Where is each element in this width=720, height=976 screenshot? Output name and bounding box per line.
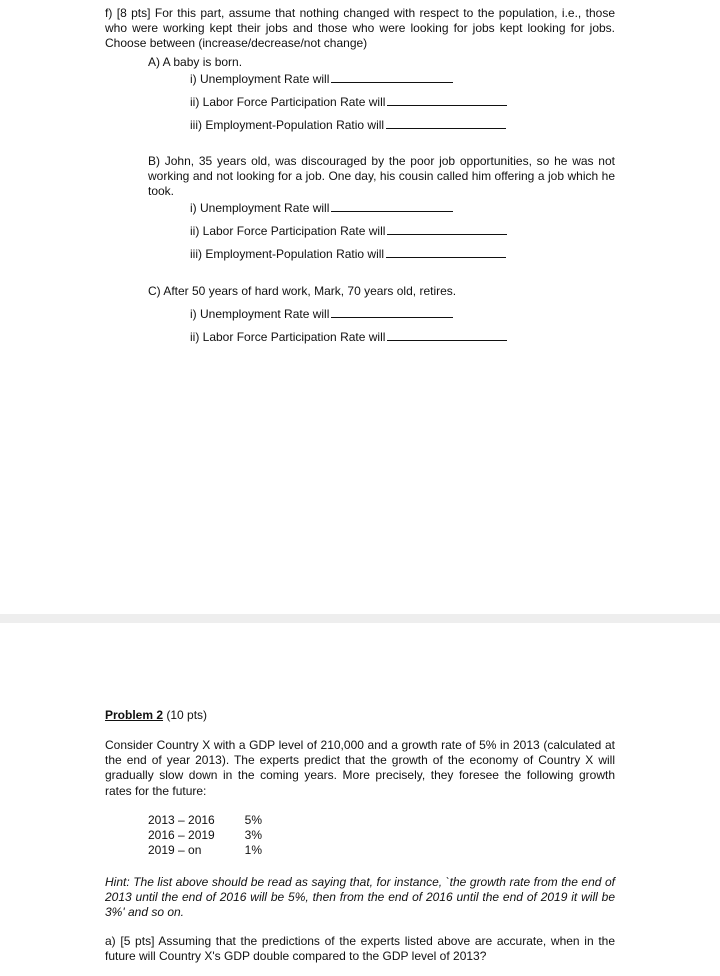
scenario-c-text: C) After 50 years of hard work, Mark, 70 years old, retires. xyxy=(148,284,457,298)
answer-blank[interactable] xyxy=(386,246,506,258)
question-label: i) Unemployment Rate will xyxy=(190,72,330,86)
document-page-2 xyxy=(0,623,720,976)
rate-period: 2019 – on xyxy=(148,843,202,858)
problem-2-question-a: a) [5 pts] Assuming that the predictions of the experts listed above are accurate, when in the future will Country X's GDP double compared to the GDP level of 2013? xyxy=(105,934,615,964)
scenario-a-question-3 xyxy=(190,117,506,133)
scenario-b-question-2 xyxy=(190,223,507,239)
rate-value: 1% xyxy=(244,843,262,858)
rate-period: 2016 – 2019 xyxy=(148,828,215,843)
question-label: ii) Labor Force Participation Rate will xyxy=(190,330,386,344)
question-label: i) Unemployment Rate will xyxy=(190,201,330,215)
answer-blank[interactable] xyxy=(386,117,506,129)
answer-blank[interactable] xyxy=(387,329,507,341)
question-label: ii) Labor Force Participation Rate will xyxy=(190,224,386,238)
question-label: i) Unemployment Rate will xyxy=(190,307,330,321)
problem-2-heading xyxy=(105,708,207,723)
question-label: ii) Labor Force Participation Rate will xyxy=(190,95,386,109)
question-label: iii) Employment-Population Ratio will xyxy=(190,118,385,132)
scenario-b-text: B) John, 35 years old, was discouraged by the poor job opportunities, so he was not working and not looking for a job. One day, his cousin called him offering a job which he took. xyxy=(148,154,615,199)
answer-blank[interactable] xyxy=(387,94,507,106)
growth-rate-table xyxy=(148,813,262,859)
answer-blank[interactable] xyxy=(387,223,507,235)
rate-row xyxy=(148,843,262,858)
answer-blank[interactable] xyxy=(331,200,453,212)
problem-2-title: Problem 2 xyxy=(105,708,164,722)
problem-2-hint: Hint: The list above should be read as saying that, for instance, `the growth rate from the end of 2013 until the end of 2016 will be 5%, then from the end of 2016 until the end of 2019 it will be 3%' and so on. xyxy=(105,875,615,920)
page-gap xyxy=(0,614,720,623)
part-f-intro: f) [8 pts] For this part, assume that nothing changed with respect to the population, i.e., those who were working kept their jobs and those who were looking for jobs kept looking for jobs. Choose between (increase/decrease/not change) xyxy=(105,6,615,51)
scenario-c-question-1 xyxy=(190,306,453,322)
scenario-a-question-2 xyxy=(190,94,507,110)
scenario-b-question-3 xyxy=(190,246,506,262)
problem-2-intro: Consider Country X with a GDP level of 210,000 and a growth rate of 5% in 2013 (calculated at the end of year 2013). The experts predict that the growth of the economy of Country X will gradually slow down in the coming years. More precisely, they foresee the following growth rates for the future: xyxy=(105,738,615,798)
rate-period: 2013 – 2016 xyxy=(148,813,215,827)
rate-row xyxy=(148,828,262,843)
answer-blank[interactable] xyxy=(331,306,453,318)
rate-value: 5% xyxy=(244,813,262,827)
question-label: iii) Employment-Population Ratio will xyxy=(190,247,385,261)
scenario-b-question-1 xyxy=(190,200,453,216)
rate-row xyxy=(148,813,262,828)
scenario-a-question-1 xyxy=(190,71,453,87)
answer-blank[interactable] xyxy=(331,71,453,83)
rate-value: 3% xyxy=(244,828,262,843)
scenario-a-text: A) A baby is born. xyxy=(148,55,243,69)
problem-2-points: (10 pts) xyxy=(163,708,208,722)
scenario-c-question-2 xyxy=(190,329,507,345)
